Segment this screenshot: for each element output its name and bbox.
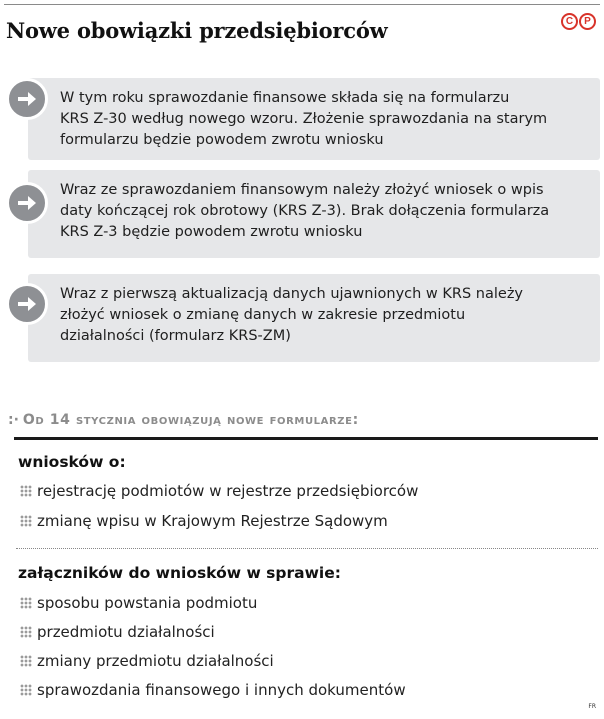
section-heading-lead: :·	[8, 412, 19, 428]
note-line: W tym roku sprawozdanie finansowe składa się na formularzu	[60, 90, 510, 106]
list-item-label: przedmiotu działalności	[37, 623, 215, 641]
arrow-right-icon	[6, 78, 48, 120]
list-item-label: sposobu powstania podmiotu	[37, 594, 258, 612]
note-line: formularzu będzie powodem zwrotu wniosku	[60, 132, 384, 148]
page-title: Nowe obowiązki przedsiębiorców	[6, 18, 388, 43]
dot-grid-bullet-icon	[20, 515, 32, 527]
note-line: Wraz ze sprawozdaniem finansowym należy złożyć wniosek o wpis	[60, 182, 544, 198]
publisher-badge: P	[579, 13, 596, 30]
list-item-label: zmiany przedmiotu działalności	[37, 652, 274, 670]
dotted-divider	[16, 548, 598, 549]
list-item	[20, 681, 406, 699]
dot-grid-bullet-icon	[20, 597, 32, 609]
list-item-label: zmianę wpisu w Krajowym Rejestrze Sądowym	[37, 512, 388, 530]
note-line: działalności (formularz KRS-ZM)	[60, 328, 291, 344]
note-line: KRS Z-30 według nowego wzoru. Złożenie sprawozdania na starym	[60, 111, 548, 127]
dot-grid-bullet-icon	[20, 684, 32, 696]
note-card-2	[28, 170, 600, 258]
section-heading	[8, 412, 359, 428]
section-divider	[14, 437, 598, 440]
note-card-3	[28, 274, 600, 362]
dot-grid-bullet-icon	[20, 485, 32, 497]
note-line: KRS Z-3 będzie powodem zwrotu wniosku	[60, 224, 363, 240]
list-item	[20, 482, 418, 500]
group-title-wnioski: wniosków o:	[18, 453, 126, 471]
dot-grid-bullet-icon	[20, 655, 32, 667]
arrow-right-icon	[6, 283, 48, 325]
note-card-1	[28, 78, 600, 160]
publisher-badges	[561, 13, 596, 30]
list-item	[20, 594, 257, 612]
top-divider	[4, 4, 600, 5]
list-item-label: rejestrację podmiotów w rejestrze przedsiębiorców	[37, 482, 419, 500]
credit: FR	[588, 703, 596, 710]
group-title-zalaczniki: załączników do wniosków w sprawie:	[18, 564, 341, 582]
note-line: złożyć wniosek o zmianę danych w zakresie przedmiotu	[60, 307, 466, 323]
list-item	[20, 652, 274, 670]
list-item-label: sprawozdania finansowego i innych dokumentów	[37, 681, 406, 699]
copyright-badge: C	[561, 13, 578, 30]
list-item	[20, 623, 215, 641]
list-item	[20, 512, 388, 530]
note-line: daty kończącej rok obrotowy (KRS Z-3). Brak dołączenia formularza	[60, 203, 550, 219]
note-line: Wraz z pierwszą aktualizacją danych ujawnionych w KRS należy	[60, 286, 524, 302]
arrow-right-icon	[6, 182, 48, 224]
dot-grid-bullet-icon	[20, 626, 32, 638]
section-heading-text: Od 14 stycznia obowiązują nowe formularze:	[22, 412, 359, 428]
